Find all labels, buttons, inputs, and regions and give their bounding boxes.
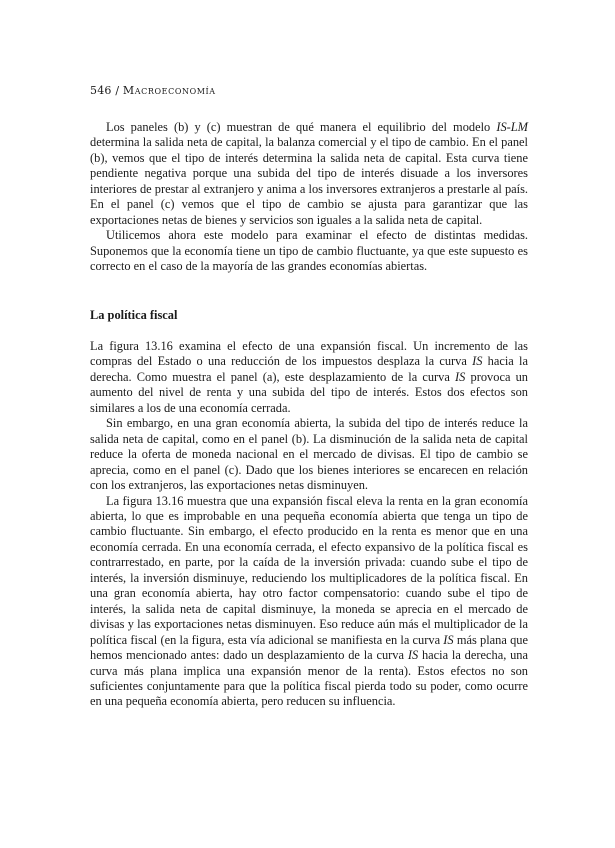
- italic-term: IS: [455, 369, 466, 384]
- running-title: Macroeconomía: [122, 84, 216, 97]
- page-number: 546: [90, 84, 112, 97]
- section-paragraph-2: Sin embargo, en una gran economía abierta, la subida del tipo de interés reduce la salida neta de capital, como en el panel (b). La disminución de la salida neta de capital reduce la oferta de moneda nacional en el mercado de divisas. El tipo de cambio se aprecia, como en el panel (c). Dado que los bienes interiores se encarecen en relación con los extranjeros, las exportaciones netas disminuyen.: [90, 416, 528, 493]
- intro-paragraph-2: Utilicemos ahora este modelo para examinar el efecto de distintas medidas. Suponemos que la economía tiene un tipo de cambio fluctuante, ya que este supuesto es correcto en el caso de la mayoría de las grandes economías abiertas.: [90, 228, 528, 274]
- section-heading: La política fiscal: [90, 307, 178, 322]
- body-text: [90, 120, 528, 710]
- intro-paragraph-1: Los paneles (b) y (c) muestran de qué manera el equilibrio del modelo IS-LM determina la salida neta de capital, la balanza comercial y el tipo de cambio. En el panel (b), vemos que el tipo de interés determina la salida neta de capital. Esta curva tiene pendiente negativa porque una subida del tipo de interés disuade a los inversores interiores de prestar al extranjero y anima a los inversores extranjeros a prestarle al país. En el panel (c) vemos que el tipo de cambio se ajusta para garantizar que las exportaciones netas de bienes y servicios son iguales a la salida neta de capital.: [90, 120, 528, 227]
- italic-term: IS: [472, 354, 483, 369]
- header-separator: /: [115, 84, 120, 97]
- section-paragraph-1: La figura 13.16 examina el efecto de una expansión fiscal. Un incremento de las compras del Estado o una reducción de los impuestos desplaza la curva IS hacia la derecha. Como muestra el panel (a), este desplazamiento de la curva IS provoca un aumento del nivel de renta y una subida del tipo de interés. Estos dos efectos son similares a los de una economía cerrada.: [90, 338, 528, 415]
- italic-term: IS: [443, 632, 454, 647]
- section-paragraph-3: La figura 13.16 muestra que una expansión fiscal eleva la renta en la gran economía abierta, lo que es improbable en una pequeña economía abierta que tenga un tipo de cambio fluctuante. Sin embargo, el efecto producido en la renta es menor que en una economía cerrada. En una economía cerrada, el efecto expansivo de la política fiscal es contrarrestado, en parte, por la caída de la inversión privada: cuando sube el tipo de interés, la inversión disminuye, reduciendo los multiplicadores de la política fiscal. En una gran economía abierta, hay otro factor compensatorio: cuando sube el tipo de interés, la salida neta de capital disminuye, la moneda se aprecia en el mercado de divisas y las exportaciones netas disminuyen. Eso reduce aún más el multiplicador de la política fiscal (en la figura, esta vía adicional se manifiesta en la curva IS más plana que hemos mencionado antes: dado un desplazamiento de la curva IS hacia la derecha, una curva más plana implica una expansión menor de la renta). Estos efectos no son suficientes conjuntamente para que la política fiscal pierda todo su poder, como ocurre en una pequeña economía abierta, pero reducen su influencia.: [90, 493, 528, 709]
- italic-term: IS: [407, 648, 419, 663]
- italic-term: IS-LM: [496, 120, 528, 134]
- running-header: [90, 84, 216, 97]
